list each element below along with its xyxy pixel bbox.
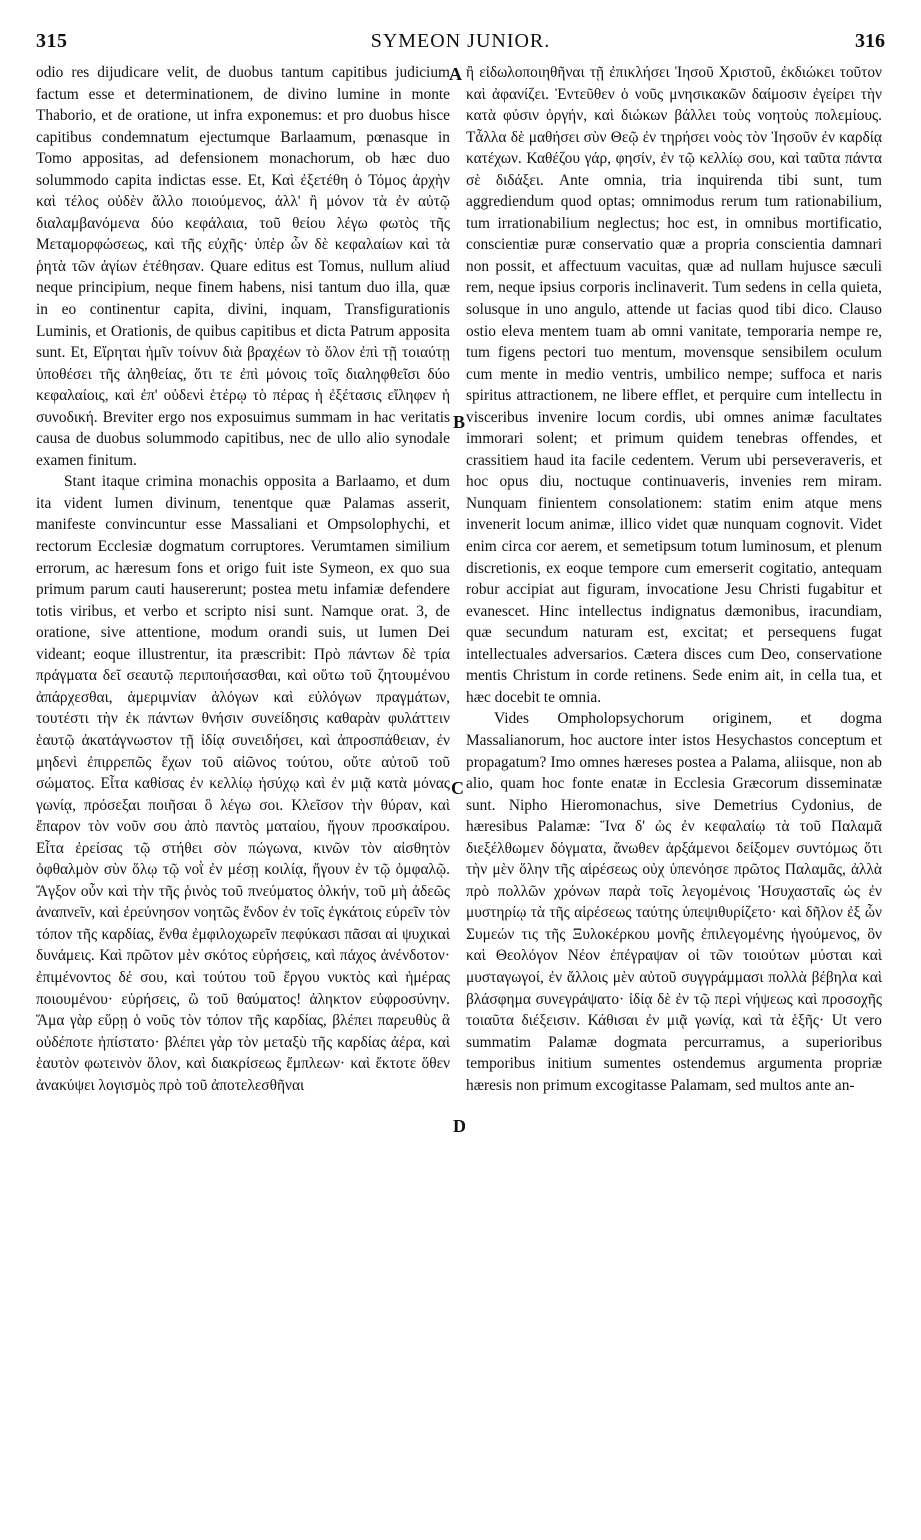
section-marker-b: B <box>453 412 466 432</box>
left-paragraph-1: odio res dijudicare velit, de duobus tantum capitibus judicium factum esse et determinationem, de divino lumine in monte Thaborio, et de oratione, ut infra exponemus: et pro duobus hisce capitibus condemnatum ejectumque Barlaamum, pœnasque in Tomo appositas, ad defensionem monachorum, ob hæc duo solummodo capita indictas esse. Et, Καὶ ἐξετέθη ὁ Τόμος ἀρχὴν καὶ τέλος οὐδὲν ἄλλο ποιούμενος, ἀλλ' ἢ μόνον τὰ ἐν αὐτῷ διαλαμβανόμενα δύο κεφάλαια, τοῦ θείου λέγω φωτὸς τῆς Μεταμορφώσεως, καὶ τῆς εὐχῆς· ὑπὲρ ὧν δὲ κεφαλαίων καὶ τὰ ῥητὰ τῶν ἁγίων ἐτέθησαν. Quare editus est Tomus, nullum aliud neque principium, neque finem habens, nisi tantum duo illa, quæ in eo continentur capita, divini, inquam, Transfigurationis Luminis, et Orationis, de quibus capitibus et dicta Patrum apposita sunt. Et, Εἴρηται ἡμῖν τοίνυν διὰ βραχέων τὸ ὅλον ἐπὶ τῇ τοιαύτῃ ὑποθέσει τῆς ἀληθείας, ὅτι τε ἐπὶ μόνοις τοῖς διαληφθεῖσι δύο κεφαλαίοις, καὶ ἐπ' οὐδενὶ ἑτέρῳ τὸ πέρας ἡ ἐξέτασις εἴληφεν ἡ συνοδική. Breviter ergo nos exposuimus summam in hac veritatis causa de duobus solummodo capitibus, nec de ullo alio synodale examen finitum. <box>36 64 450 469</box>
section-marker-a: A <box>449 64 462 84</box>
page-header <box>36 30 885 58</box>
section-marker-c: C <box>451 778 464 798</box>
running-title: SYMEON JUNIOR. <box>370 30 551 52</box>
left-paragraph-2: Stant itaque crimina monachis opposita a Barlaamo, et dum ita vident lumen divinum, tenentque quæ Palamas asserit, manifeste convincuntur esse Massaliani et Ompsolophychi, et rectorum Ecclesiæ dogmatum corruptores. Verumtamen similium errorum, ac hæresum fons et origo fuit iste Symeon, ex quo sua primum parum cauti hausererunt; postea metu infamiæ defendere totis viribus, et verbo et scripto nisi sunt. Namque orat. 3, de oratione, sive attentione, modum orandi suis, ut lumen Dei videant; eoque illustrentur, ita præscribit: Πρὸ πάντων δὲ τρία πράγματα δεῖ σεαυτῷ περιποιήσασθαι, καὶ οὕτω τοῦ ζητουμένου ἀπάρχεσθαι, ἀμεριμνίαν ἀλόγων καὶ εὐλόγων πραγμάτων, τουτέστι τὴν ἐκ πάντων θνήσιν συνείδησις καθαρὰν φυλάττειν ἑαυτῷ ἀκατάγνωστον τῇ ἰδίᾳ συνειδήσει, καὶ ἀπροσπάθειαν, ἐν μηδενὶ ἐπιρρεπῶς ἔχων τοῦ αἰῶνος τούτου, οὔτε αὐτοῦ τοῦ σώματος. Εἶτα καθίσας ἐν κελλίῳ ἡσύχῳ καὶ ἐν μιᾷ κατὰ μόνας γωνίᾳ, πρόσεξαι ποιῆσαι ὃ λέγω σοι. Κλεῖσον τὴν θύραν, καὶ ἔπαρον τὸν νοῦν σου ἀπὸ παντὸς ματαίου, ἤγουν προσκαίρου. Εἶτα ἐρείσας τῷ στήθει σὸν πώγωνα, κινῶν τὸν αἰσθητὸν ὀφθαλμὸν σὺν ὅλῳ τῷ νοῒ ἐν μέσῃ κοιλίᾳ, ἤγουν ἐν τῷ ὀμφαλῷ. Ἄγξον οὖν καὶ τὴν τῆς ῥινὸς τοῦ πνεύματος ὁλκήν, τοῦ μὴ ἀδεῶς ἀναπνεῖν, καὶ ἐρεύνησον νοητῶς ἔνδον ἐν τοῖς ἐγκάτοις εὑρεῖν τὸν τόπον τῆς καρδίας, ἔνθα ἐμφιλοχωρεῖν πεφύκασι πᾶσαι αἱ ψυχικαὶ δυνάμεις. Καὶ πρῶτον μὲν σκότος εὑρήσεις, καὶ πάχος ἀνένδοτον· ἐπιμένοντος δέ σου, καὶ τούτου τοῦ ἔργου νυκτὸς καὶ ἡμέρας ποιουμένου· εὑρήσεις, ὢ τοῦ θαύματος! ἀληκτον εὐφροσύνην. Ἅμα γὰρ εὕρῃ ὁ νοῦς τὸν τόπον τῆς καρδίας, βλέπει παρευθὺς ἃ οὐδέποτε ἠπίστατο· βλέπει γὰρ τὸν μεταξὺ τῆς καρδίας ἀέρα, καὶ ἑαυτὸν φωτεινὸν ὅλον, καὶ διακρίσεως ἔμπλεων· καὶ ἔκτοτε ὅθεν ἀνακύψει λογισμὸς πρὸ τοῦ ἀποτελεσθῆναι <box>36 473 450 1094</box>
section-marker-d: D <box>453 1116 466 1136</box>
page-number-right: 316 <box>855 30 885 52</box>
right-column <box>466 62 882 1096</box>
left-column <box>36 62 450 1096</box>
page-number-left: 315 <box>36 30 68 52</box>
right-paragraph-1: ἢ εἰδωλοποιηθῆναι τῇ ἐπικλήσει Ἰησοῦ Χριστοῦ, ἐκδιώκει τοῦτον καὶ ἀφανίζει. Ἐντεῦθεν ὁ νοῦς μνησικακῶν δαίμοσιν ἐγείρει τὴν κατὰ φύσιν ὀργήν, καὶ διώκων βάλλει τοὺς νοητοὺς πολεμίους. Τἆλλα δὲ μαθήσει σὺν Θεῷ ἐν τηρήσει νοὸς τὸν Ἰησοῦν ἐν καρδίᾳ κατέχων. Καθέζου γάρ, φησίν, ἐν τῷ κελλίῳ σου, καὶ ταῦτα πάντα σὲ διδάξει. Ante omnia, tria inquirenda tibi sunt, tum aggrediendum quod optas; omnimodus rerum tum rationabilium, tum irrationabilium neglectus; hoc est, in omnibus mortificatio, conscientiæ puræ conservatio quæ a propria conscientia damnari non possit, et affectuum vacuitas, quæ ad nullam hujusce sæculi rem, neque ipsius corporis inclinaverit. Tum sedens in cella quieta, solusque in uno angulo, attende ut facias quod tibi dico. Clauso ostio eleva mentem tuam ab omni vanitate, temporaria nempe re, tum figens pectori tuo mentum, movensque sensibilem oculum cum mente in medio ventris, umbilico nempe; suffoca et naris spiritus attractionem, ne libere efflet, et perquire cum intellectu in visceribus invenire locum cordis, ubi omnes animæ facultates immorari solent; et primum quidem tenebras offendes, et crassitiem haud ita facile cedentem. Verum ubi perseveraveris, et hoc opus diu, noctuque continuaveris, invenies rem miram. Nunquam finientem consolationem: statim enim atque mens invenerit locum animæ, illico videt quæ nunquam cognovit. Videt enim circa cor aerem, et semetipsum totum luminosum, et plenum discretionis, ex eoque tempore cum emerserit cogitatio, antequam robur accipiat aut figuram, invocatione Jesu Christi fugabitur et evanescet. Hinc intellectus indignatus dæmonibus, iracundiam, quæ secundum naturam est, excitat; et persequens fugat intellectuales adversarios. Cætera disces cum Deo, conservatione mentis Christum in corde retinens. Sede enim ait, in cella tua, et hæc docebit te omnia. <box>466 64 882 706</box>
right-paragraph-2: Vides Ompholopsychorum originem, et dogma Massalianorum, hoc auctore inter istos Hesychastos conceptum et propagatum? Imo omnes hæreses postea a Palama, aliisque, non ab alio, quam hoc fonte enatæ in Ecclesia Græcorum disseminatæ sunt. Nipho Hieromonachus, sive Demetrius Cydonius, de hæresibus Palamæ: Ἵνα δ' ὡς ἐν κεφαλαίῳ τὰ τοῦ Παλαμᾶ διεξέλθωμεν δόγματα, ἄνωθεν ἀρξάμενοι δείξομεν συντόμως ὅτι τὴν μὲν ὅλην τῆς αἱρέσεως οὐχ ὑπενόησε πρῶτος Παλαμᾶς, ἀλλὰ πρὸ πολλῶν χρόνων παρὰ τοῖς λεγομένοις Ἡσυχασταῖς ὡς ἐν μυστηρίῳ τὰ τῆς αἱρέσεως ταύτης ὑπεψιθυρίζετο· καὶ δῆλον ἐξ ὧν Συμεών τις τῆς Ξυλοκέρκου μονῆς ἐπιλεγομένης ἡγούμενος, ὃν καὶ Θεολόγον Νέον ἐπέγραψαν οἱ τῶν τοιούτων μύσται καὶ μυσταγωγοί, ἐν ἄλλοις μὲν αὐτοῦ συγγράμμασι πολλὰ βέβηλα καὶ βλάσφημα συνεγράψατο· ἰδίᾳ δὲ ἐν τῷ περὶ νήψεως καὶ προσοχῆς τοιαῦτα διέξεισιν. Κάθισαι ἐν μιᾷ γωνίᾳ, καὶ τὰ ἑξῆς· Ut vero summatim Palamæ dogmata percurramus, a superioribus temporibus initium sumentes ostendemus argumenta propriæ hæresis non primum excogitasse Palamam, sed multos ante an- <box>466 710 882 1094</box>
